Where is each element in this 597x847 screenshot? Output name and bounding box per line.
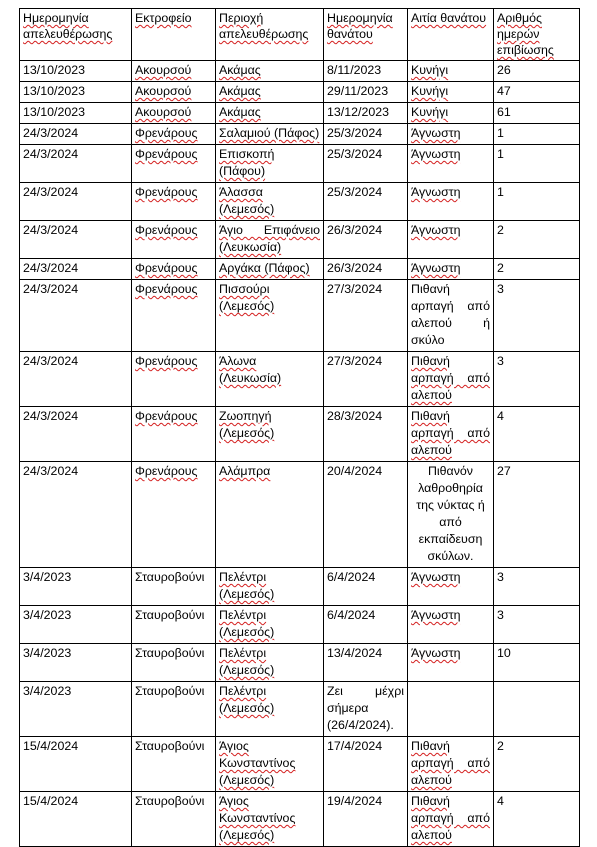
death-cause: Πιθανή αρπαγή από αλεπού [408,737,494,792]
death-date: 29/11/2023 [324,82,408,103]
table-row [20,682,580,737]
table-row [20,124,580,145]
release-date: 24/3/2024 [20,124,132,145]
survival-days: 2 [494,737,580,792]
survival-days [494,682,580,737]
release-area: Πελέντρι (Λεμεσός) [216,644,324,682]
death-date: 27/3/2024 [324,280,408,352]
table-row [20,737,580,792]
farm: Φρενάρους [132,352,216,407]
farm: Φρενάρους [132,183,216,221]
survival-days: 1 [494,183,580,221]
farm: Ακουρσού [132,103,216,124]
survival-days: 26 [494,61,580,82]
table-row [20,280,580,352]
table-row [20,407,580,462]
release-date: 13/10/2023 [20,61,132,82]
release-area: Πελέντρι (Λεμεσός) [216,568,324,606]
death-date: 26/3/2024 [324,259,408,280]
death-date: 25/3/2024 [324,183,408,221]
release-date: 3/4/2023 [20,644,132,682]
table-row [20,259,580,280]
farm: Φρενάρους [132,221,216,259]
farm: Ακουρσού [132,82,216,103]
release-area: Σαλαμιού (Πάφος) [216,124,324,145]
death-date: 28/3/2024 [324,407,408,462]
death-cause: Άγνωστη [408,221,494,259]
release-date: 3/4/2023 [20,682,132,737]
death-date: 25/3/2024 [324,145,408,183]
farm: Σταυροβούνι [132,682,216,737]
release-area: Πισσούρι (Λεμεσός) [216,280,324,352]
header-death-cause: Αιτία θανάτου [408,9,494,61]
release-area: Αργάκα (Πάφος) [216,259,324,280]
release-date: 24/3/2024 [20,183,132,221]
header-release-area: Περιοχή απελευθέρωσης [216,9,324,61]
farm: Φρενάρους [132,145,216,183]
release-date: 24/3/2024 [20,280,132,352]
release-date: 15/4/2024 [20,792,132,847]
death-cause: Κυνήγι [408,61,494,82]
table-row [20,792,580,847]
table-row [20,462,580,568]
header-row [20,9,580,61]
survival-days: 3 [494,568,580,606]
death-date: 13/12/2023 [324,103,408,124]
release-date: 15/4/2024 [20,737,132,792]
release-date: 24/3/2024 [20,145,132,183]
survival-days: 1 [494,145,580,183]
death-cause: Πιθανή αρπαγή από αλεπού [408,407,494,462]
survival-days: 10 [494,644,580,682]
death-cause: Πιθανή αρπαγή από αλεπού ή σκύλο [408,280,494,352]
farm: Σταυροβούνι [132,568,216,606]
survival-days: 4 [494,792,580,847]
header-release-date: Ημερομηνία απελευθέρωσης [20,9,132,61]
death-cause: Άγνωστη [408,644,494,682]
survival-days: 47 [494,82,580,103]
table-row [20,183,580,221]
header-death-date: Ημερομηνία θανάτου [324,9,408,61]
survival-days: 2 [494,221,580,259]
farm: Φρενάρους [132,280,216,352]
death-date: 20/4/2024 [324,462,408,568]
farm: Σταυροβούνι [132,737,216,792]
table-row [20,644,580,682]
release-area: Αλάμπρα [216,462,324,568]
table-row [20,61,580,82]
header-farm: Εκτροφείο [132,9,216,61]
release-area: Ζωοπηγή (Λεμεσός) [216,407,324,462]
death-cause: Πιθανόν λαθροθηρία της νύκτας ή από εκπαίδευση σκύλων. [408,462,494,568]
death-cause: Άγνωστη [408,145,494,183]
farm: Φρενάρους [132,259,216,280]
death-date: 17/4/2024 [324,737,408,792]
release-area: Ακάμας [216,103,324,124]
release-area: Ακάμας [216,82,324,103]
survival-days: 4 [494,407,580,462]
release-area: Άγιο Επιφάνειο (Λευκωσία) [216,221,324,259]
death-cause: Κυνήγι [408,82,494,103]
survival-days: 1 [494,124,580,145]
release-area: Άγιος Κωνσταντίνος (Λεμεσός) [216,792,324,847]
table-row [20,221,580,259]
farm: Φρενάρους [132,462,216,568]
release-date: 24/3/2024 [20,259,132,280]
table-row [20,352,580,407]
survival-days: 3 [494,606,580,644]
death-date: 19/4/2024 [324,792,408,847]
farm: Σταυροβούνι [132,644,216,682]
death-cause: Κυνήγι [408,103,494,124]
survival-table [19,8,580,847]
release-area: Πελέντρι (Λεμεσός) [216,606,324,644]
table-row [20,145,580,183]
release-area: Άλωνα (Λευκωσία) [216,352,324,407]
release-date: 3/4/2023 [20,606,132,644]
farm: Σταυροβούνι [132,606,216,644]
release-date: 24/3/2024 [20,462,132,568]
death-date: 27/3/2024 [324,352,408,407]
death-date: 6/4/2024 [324,606,408,644]
death-cause: Άγνωστη [408,124,494,145]
death-cause: Πιθανή αρπαγή από αλεπού [408,792,494,847]
table-row [20,606,580,644]
death-date: 8/11/2023 [324,61,408,82]
survival-days: 27 [494,462,580,568]
survival-days: 3 [494,352,580,407]
survival-days: 2 [494,259,580,280]
release-area: Επισκοπή (Πάφου) [216,145,324,183]
farm: Ακουρσού [132,61,216,82]
release-date: 24/3/2024 [20,352,132,407]
death-date: 26/3/2024 [324,221,408,259]
release-area: Ακάμας [216,61,324,82]
release-area: Πελέντρι (Λεμεσός) [216,682,324,737]
table-row [20,103,580,124]
table-row [20,82,580,103]
table-row [20,568,580,606]
death-cause: Άγνωστη [408,606,494,644]
release-date: 24/3/2024 [20,221,132,259]
header-survival-days: Αριθμός ημερών επιβίωσης [494,9,580,61]
release-area: Άλασσα (Λεμεσός) [216,183,324,221]
release-date: 3/4/2023 [20,568,132,606]
survival-days: 3 [494,280,580,352]
death-date: 6/4/2024 [324,568,408,606]
release-area: Άγιος Κωνσταντίνος (Λεμεσός) [216,737,324,792]
death-cause: Άγνωστη [408,259,494,280]
farm: Σταυροβούνι [132,792,216,847]
release-date: 13/10/2023 [20,82,132,103]
death-date: 13/4/2024 [324,644,408,682]
death-cause: Άγνωστη [408,183,494,221]
death-cause: Άγνωστη [408,568,494,606]
death-date: 25/3/2024 [324,124,408,145]
death-cause: Πιθανή αρπαγή από αλεπού [408,352,494,407]
release-date: 24/3/2024 [20,407,132,462]
survival-days: 61 [494,103,580,124]
farm: Φρενάρους [132,124,216,145]
release-date: 13/10/2023 [20,103,132,124]
death-cause [408,682,494,737]
death-date: Ζει μέχρι σήμερα (26/4/2024). [324,682,408,737]
farm: Φρενάρους [132,407,216,462]
